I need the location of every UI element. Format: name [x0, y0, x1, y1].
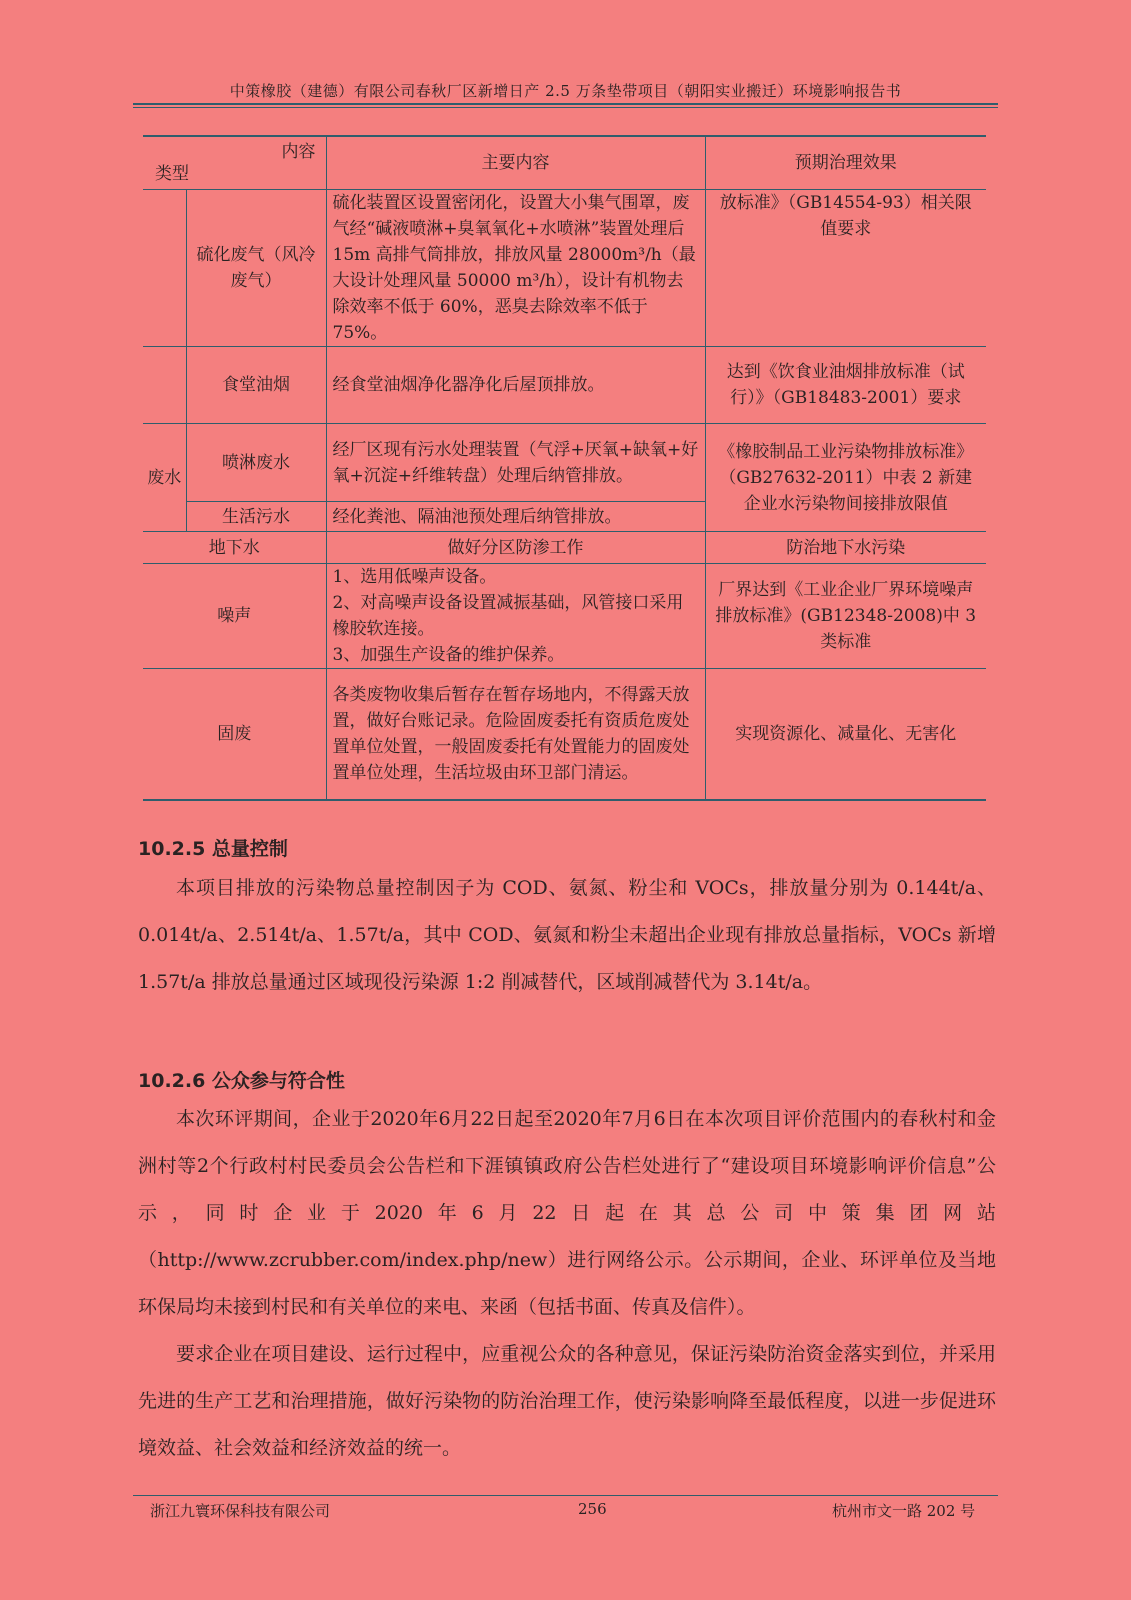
row-content: 各类废物收集后暂存在暂存场地内，不得露天放置，做好台账记录。危险固废委托有资质危废处置单位处置，一般固废委托有处置能力的固废处置单位处理，生活垃圾由环卫部门清运。: [326, 669, 705, 800]
row-content: 经化粪池、隔油池预处理后纳管排放。: [326, 502, 705, 532]
section-heading-public-participation: 10.2.6 公众参与符合性: [138, 1070, 345, 1092]
footer-company: 浙江九寰环保科技有限公司: [150, 1502, 331, 1520]
footer-address: 杭州市文一路 202 号: [832, 1502, 976, 1520]
noise-measure-item: 2、对高噪声设备设置减振基础，风管接口采用橡胶软连接。: [332, 593, 684, 639]
gas-category-cell-continued: [143, 347, 186, 424]
table-header-row: [143, 136, 986, 190]
section-heading-total-control: 10.2.5 总量控制: [138, 838, 288, 860]
table-row: [143, 532, 986, 564]
row-content: 经食堂油烟净化器净化后屋顶排放。: [326, 347, 705, 424]
page-header: 中策橡胶（建德）有限公司春秋厂区新增日产 2.5 万条垫带项目（朝阳实业搬迁）环境影响报告书: [229, 82, 902, 100]
paragraph-public-participation-1: 本次环评期间，企业于2020年6月22日起至2020年7月6日在本次项目评价范围内的春秋村和金洲村等2个行政村村民委员会公告栏和下涯镇镇政府公告栏处进行了“建设项目环境影响评价信息”公示，同时企业于2020年6月22日起在其总公司中策集团网站（http://www.zcrubber.com/index.php/new）进行网络公示。公示期间，企业、环评单位及当地环保局均未接到村民和有关单位的来电、来函（包括书面、传真及信件）。: [138, 1108, 996, 1318]
table-row: [143, 347, 986, 424]
row-content: 经厂区现有污水处理装置（气浮+厌氧+缺氧+好氧+沉淀+纤维转盘）处理后纳管排放。: [326, 424, 705, 502]
header-rule: [133, 103, 998, 105]
pollution-control-table: [143, 135, 986, 801]
row-subtype: 喷淋废水: [186, 424, 326, 502]
table-row: [143, 190, 986, 347]
row-content: 做好分区防渗工作: [326, 532, 705, 564]
row-effect: 防治地下水污染: [705, 532, 986, 564]
noise-measure-item: 1、选用低噪声设备。: [332, 567, 497, 587]
footer-rule: [133, 1495, 998, 1496]
row-effect: 放标准》（GB14554-93）相关限值要求: [705, 190, 986, 347]
row-subtype: 硫化废气（风冷废气）: [186, 190, 326, 347]
row-category-wastewater: 废水: [143, 424, 186, 532]
row-category: 固废: [143, 669, 326, 800]
paragraph-public-participation-2: 要求企业在项目建设、运行过程中，应重视公众的各种意见，保证污染防治资金落实到位，并采用先进的生产工艺和治理措施，做好污染物的防治治理工作，使污染影响降至最低程度，以进一步促进环境效益、社会效益和经济效益的统一。: [138, 1343, 996, 1459]
paragraph-total-control: 本项目排放的污染物总量控制因子为 COD、氨氮、粉尘和 VOCs，排放量分别为 0.144t/a、0.014t/a、2.514t/a、1.57t/a，其中 COD、氨氮和粉尘未超出企业现有排放总量指标，VOCs 新增 1.57t/a 排放总量通过区域现役污染源 1:2 削减替代，区域削减替代为 3.14t/a。: [138, 877, 996, 993]
header-expected-effect: 预期治理效果: [705, 136, 986, 190]
table-row: [143, 564, 986, 669]
row-effect: 厂界达到《工业企业厂界环境噪声排放标准》(GB12348-2008)中 3 类标准: [705, 564, 986, 669]
header-content-label: 内容: [281, 142, 316, 162]
table-row: [143, 669, 986, 800]
footer-page-number: 256: [578, 1500, 607, 1518]
row-content: 硫化装置区设置密闭化，设置大小集气围罩，废气经“碱液喷淋+臭氧氧化+水喷淋”装置处理后 15m 高排气筒排放，排放风量 28000m³/h（最大设计处理风量 50000 m³/h），设计有机物去除效率不低于 60%，恶臭去除效率不低于 75%。: [326, 190, 705, 347]
table-row: [143, 424, 986, 502]
row-subtype: 食堂油烟: [186, 347, 326, 424]
row-effect: 达到《饮食业油烟排放标准（试行）》（GB18483-2001）要求: [705, 347, 986, 424]
row-subtype: 生活污水: [186, 502, 326, 532]
row-effect: 《橡胶制品工业污染物排放标准》（GB27632-2011）中表 2 新建企业水污染物间接排放限值: [705, 424, 986, 532]
header-rule-thin: [133, 107, 998, 108]
gas-category-cell-continued: [143, 190, 186, 347]
row-effect: 实现资源化、减量化、无害化: [705, 669, 986, 800]
row-content-list: [326, 564, 705, 669]
row-category: 地下水: [143, 532, 326, 564]
header-main-content: 主要内容: [326, 136, 705, 190]
header-type-label: 类型: [155, 164, 189, 184]
row-category: 噪声: [143, 564, 326, 669]
noise-measure-item: 3、加强生产设备的维护保养。: [332, 645, 565, 665]
table-header-diagonal-cell: [143, 136, 326, 190]
